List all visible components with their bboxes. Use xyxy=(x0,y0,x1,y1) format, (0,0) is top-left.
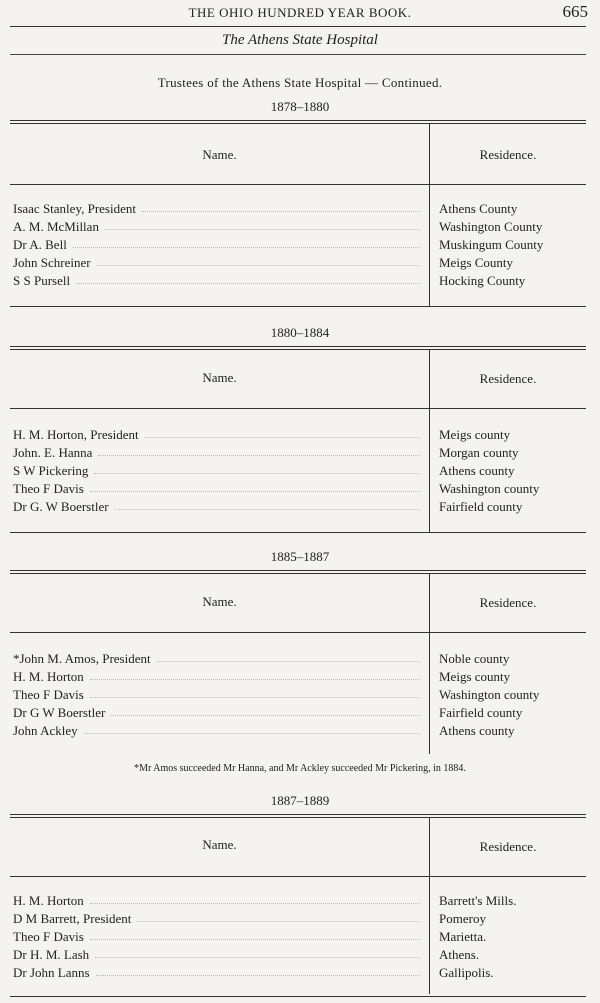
leader-dots xyxy=(90,903,420,904)
leader-dots xyxy=(111,715,420,716)
table-row xyxy=(10,687,586,705)
trustee-residence: Pomeroy xyxy=(439,911,486,926)
trustee-residence: Washington county xyxy=(439,687,540,702)
leader-dots xyxy=(142,211,420,212)
leader-dots xyxy=(105,229,420,230)
trustee-name: D M Barrett, President xyxy=(13,911,132,926)
table-row xyxy=(10,255,586,273)
trustee-name: Dr G W Boerstler xyxy=(13,705,106,720)
running-head xyxy=(0,2,600,24)
trustee-residence: Barrett's Mills. xyxy=(439,893,517,908)
page-heading: Trustees of the Athens State Hospital — Continued. xyxy=(157,75,443,90)
trustee-name: Isaac Stanley, President xyxy=(13,201,136,216)
trustee-residence: Noble county xyxy=(439,651,510,666)
period-label: 1887–1889 xyxy=(270,793,330,808)
trustee-name: Theo F Davis xyxy=(13,481,84,496)
leader-dots xyxy=(95,957,420,958)
trustee-residence: Athens. xyxy=(439,947,480,962)
trustee-residence: Fairfield county xyxy=(439,705,523,720)
trustee-residence: Fairfield county xyxy=(439,499,523,514)
period-label: 1880–1884 xyxy=(270,325,330,340)
column-header-name: Name. xyxy=(202,147,237,162)
table-top-rule xyxy=(10,346,586,347)
trustee-name: Theo F Davis xyxy=(13,929,84,944)
trustee-residence: Athens County xyxy=(439,201,518,216)
table-row xyxy=(10,929,586,947)
table-top-rule xyxy=(10,570,586,571)
table-row xyxy=(10,219,586,237)
trustee-name: John Ackley xyxy=(13,723,78,738)
period-label: 1885–1887 xyxy=(270,549,330,564)
table-row xyxy=(10,427,586,445)
column-header-residence: Residence. xyxy=(479,595,537,610)
leader-dots xyxy=(157,661,420,662)
section-title: The Athens State Hospital xyxy=(222,32,378,48)
table-top-rule xyxy=(10,573,586,574)
column-header-name: Name. xyxy=(202,594,237,609)
table-row xyxy=(10,893,586,911)
trustee-name: H. M. Horton, President xyxy=(13,427,139,442)
leader-dots xyxy=(90,679,420,680)
trustee-name: H. M. Horton xyxy=(13,893,84,908)
trustee-residence: Meigs County xyxy=(439,255,514,270)
table-row xyxy=(10,705,586,723)
leader-dots xyxy=(98,455,420,456)
table-top-rule xyxy=(10,817,586,818)
trustee-residence: Athens county xyxy=(439,723,515,738)
header-rule xyxy=(10,876,586,877)
table-row xyxy=(10,481,586,499)
leader-dots xyxy=(90,491,420,492)
period-label: 1878–1880 xyxy=(270,99,330,114)
section-rule xyxy=(10,54,586,55)
trustee-residence: Muskingum County xyxy=(439,237,544,252)
table-row xyxy=(10,947,586,965)
leader-dots xyxy=(96,975,420,976)
trustee-name: *John M. Amos, President xyxy=(13,651,151,666)
table-row xyxy=(10,463,586,481)
header-rule xyxy=(10,184,586,185)
table-row xyxy=(10,911,586,929)
leader-dots xyxy=(73,247,420,248)
trustee-name: H. M. Horton xyxy=(13,669,84,684)
column-header-residence: Residence. xyxy=(479,839,537,854)
leader-dots xyxy=(94,473,420,474)
trustee-residence: Hocking County xyxy=(439,273,526,288)
leader-dots xyxy=(97,265,420,266)
trustee-name: Dr H. M. Lash xyxy=(13,947,90,962)
trustee-residence: Marietta. xyxy=(439,929,487,944)
trustee-name: S W Pickering xyxy=(13,463,89,478)
trustee-name: John. E. Hanna xyxy=(13,445,93,460)
page-number: 665 xyxy=(562,2,588,21)
trustees-table xyxy=(10,346,586,536)
leader-dots xyxy=(145,437,420,438)
table-row xyxy=(10,237,586,255)
trustee-name: A. M. McMillan xyxy=(13,219,99,234)
table-top-rule xyxy=(10,123,586,124)
trustee-residence: Athens county xyxy=(439,463,515,478)
trustee-name: Theo F Davis xyxy=(13,687,84,702)
table-row xyxy=(10,445,586,463)
trustee-residence: Washington County xyxy=(439,219,543,234)
trustee-name: Dr John Lanns xyxy=(13,965,90,980)
header-rule xyxy=(10,632,586,633)
trustee-residence: Morgan county xyxy=(439,445,519,460)
table-row xyxy=(10,273,586,291)
trustee-residence: Meigs county xyxy=(439,669,511,684)
table-top-rule xyxy=(10,814,586,815)
column-header-name: Name. xyxy=(202,837,237,852)
table-row xyxy=(10,965,586,983)
table-row xyxy=(10,201,586,219)
table-bottom-rule xyxy=(10,532,586,533)
trustee-name: John Schreiner xyxy=(13,255,91,270)
trustees-table xyxy=(10,570,586,755)
header-rule xyxy=(10,26,586,27)
table-row xyxy=(10,669,586,687)
footnote: *Mr Amos succeeded Mr Hanna, and Mr Ackley succeeded Mr Pickering, in 1884. xyxy=(134,763,466,774)
leader-dots xyxy=(90,697,420,698)
leader-dots xyxy=(76,283,420,284)
header-rule xyxy=(10,408,586,409)
table-bottom-rule xyxy=(10,306,586,307)
column-header-name: Name. xyxy=(202,370,237,385)
table-top-rule xyxy=(10,349,586,350)
table-row xyxy=(10,723,586,741)
table-top-rule xyxy=(10,120,586,121)
running-title: THE OHIO HUNDRED YEAR BOOK. xyxy=(188,5,412,20)
leader-dots xyxy=(137,921,420,922)
trustee-residence: Meigs county xyxy=(439,427,511,442)
trustee-residence: Washington county xyxy=(439,481,540,496)
leader-dots xyxy=(115,509,420,510)
column-header-residence: Residence. xyxy=(479,371,537,386)
table-row xyxy=(10,651,586,669)
trustee-name: Dr G. W Boerstler xyxy=(13,499,109,514)
trustee-name: S S Pursell xyxy=(13,273,71,288)
column-header-residence: Residence. xyxy=(479,147,537,162)
trustee-name: Dr A. Bell xyxy=(13,237,67,252)
leader-dots xyxy=(90,939,420,940)
leader-dots xyxy=(84,733,420,734)
trustees-table xyxy=(10,120,586,310)
trustee-residence: Gallipolis. xyxy=(439,965,494,980)
table-bottom-rule xyxy=(10,996,586,997)
trustees-table xyxy=(10,814,586,999)
table-row xyxy=(10,499,586,517)
